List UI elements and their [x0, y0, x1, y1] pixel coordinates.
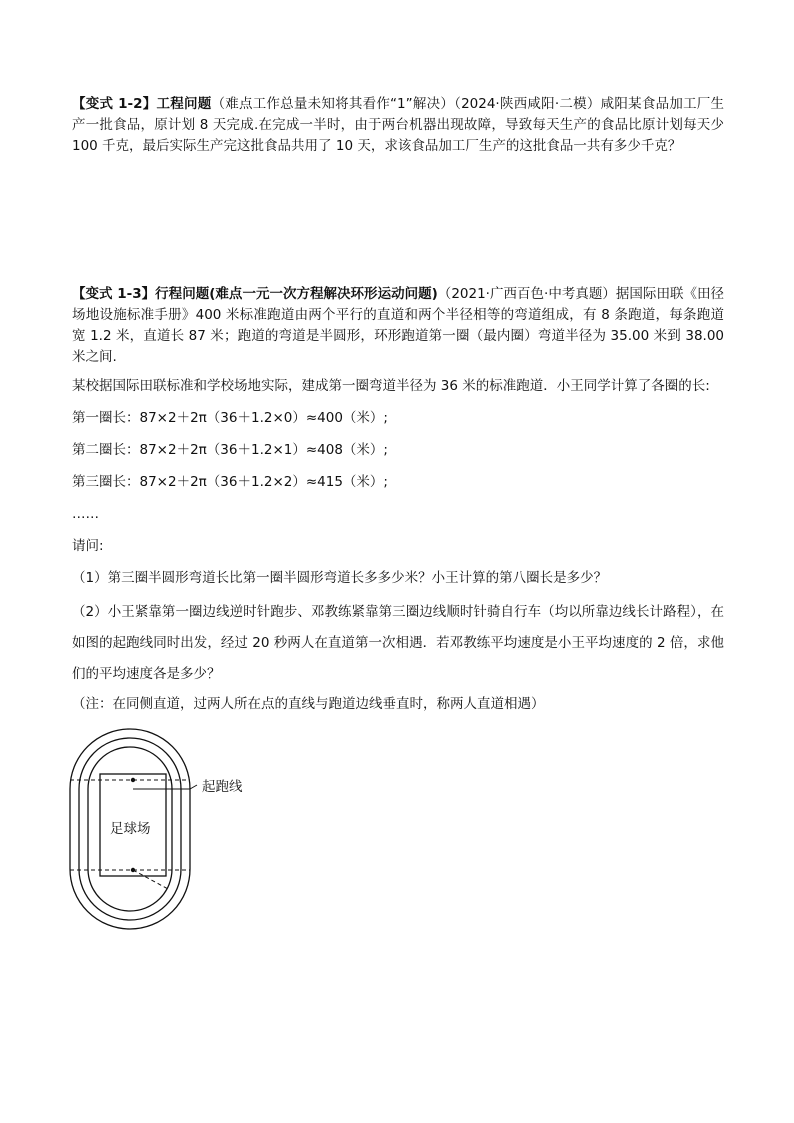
problem-1-2-note-close: ） [440, 96, 455, 112]
question-part-2-block [72, 597, 724, 690]
problem-1-3-text [72, 284, 724, 368]
problem-1-3 [72, 284, 724, 368]
question-part-2: （2）小王紧靠第一圈边线逆时针跑步、邓教练紧靠第三圈边线顺时针骑自行车（均以所靠边线长计路程），在如图的起跑线同时出发，经过 20 秒两人在直道第一次相遇．若邓教练平均速度是小王平均速度的 2 倍，求他们的平均速度各是多少？ [72, 604, 724, 682]
problem-1-3-source: （2021·广西百色·中考真题） [437, 286, 616, 302]
question-remark: （注：在同侧直道，过两人所在点的直线与跑道边线垂直时，称两人直道相遇） [72, 696, 545, 712]
center-point-dot [131, 868, 135, 872]
start-point-dot [131, 778, 135, 782]
problem-1-2-text [72, 94, 724, 157]
problem-1-2-note-open: （ [211, 96, 226, 112]
start-line-pointer-tip [190, 785, 197, 789]
problem-1-2-body: 咸阳某食品加工厂生产一批食品，原计划 8 天完成.在完成一半时，由于两台机器出现故障，导致每天生产的食品比原计划每天少 100 千克，最后实际生产完这批食品共用了 10 天，求该食品加工厂生产的这批食品一共有多少千克？ [72, 96, 725, 154]
problem-1-3-body: 据国际田联《田径场地设施标准手册》400 米标准跑道由两个平行的直道和两个半径相等的弯道组成，有 8 条跑道，每条跑道宽 1.2 米，直道长 87 米；跑道的弯道是半圆形，环形跑道第一圈（最内圈）弯道半径为 35.00 米到 38.00 米之间. [72, 286, 724, 365]
lap-3-formula: 第三圈长：87×2＋2π（36＋1.2×2）≈415（米）; [72, 474, 388, 490]
lap-1-formula: 第一圈长：87×2＋2π（36＋1.2×0）≈400（米）; [72, 410, 388, 426]
problem-1-2-topic: 工程问题 [156, 96, 212, 112]
problem-1-3-tag: 【变式 1-3】 [72, 286, 156, 302]
question-prompt: 请问: [72, 538, 104, 554]
running-track-figure [60, 724, 260, 934]
ellipsis: …… [72, 506, 99, 522]
football-field-label: 足球场 [110, 821, 151, 837]
problem-1-2-source: （2024·陕西咸阳·二模） [454, 96, 601, 112]
question-part-1: （1）第三圈半圆形弯道长比第一圈半圆形弯道长多多少米？小王计算的第八圈长是多少？ [72, 570, 608, 586]
problem-1-3-topic: 行程问题 [155, 286, 210, 302]
problem-1-2-tag: 【变式 1-2】 [72, 96, 157, 112]
problem-1-2-note: 难点工作总量未知将其看作“1”解决 [225, 96, 441, 112]
problem-1-3-note: (难点一元一次方程解决环形运动问题) [209, 286, 438, 302]
problem-1-2 [72, 94, 724, 157]
start-line-label: 起跑线 [202, 779, 243, 795]
problem-1-3-intro: 某校据国际田联标准和学校场地实际，建成第一圈弯道半径为 36 米的标准跑道．小王同学计算了各圈的长: [72, 378, 710, 394]
radius-dashed-line [133, 870, 168, 889]
running-track-diagram [60, 724, 260, 934]
lap-2-formula: 第二圈长：87×2＋2π（36＋1.2×1）≈408（米）; [72, 442, 388, 458]
